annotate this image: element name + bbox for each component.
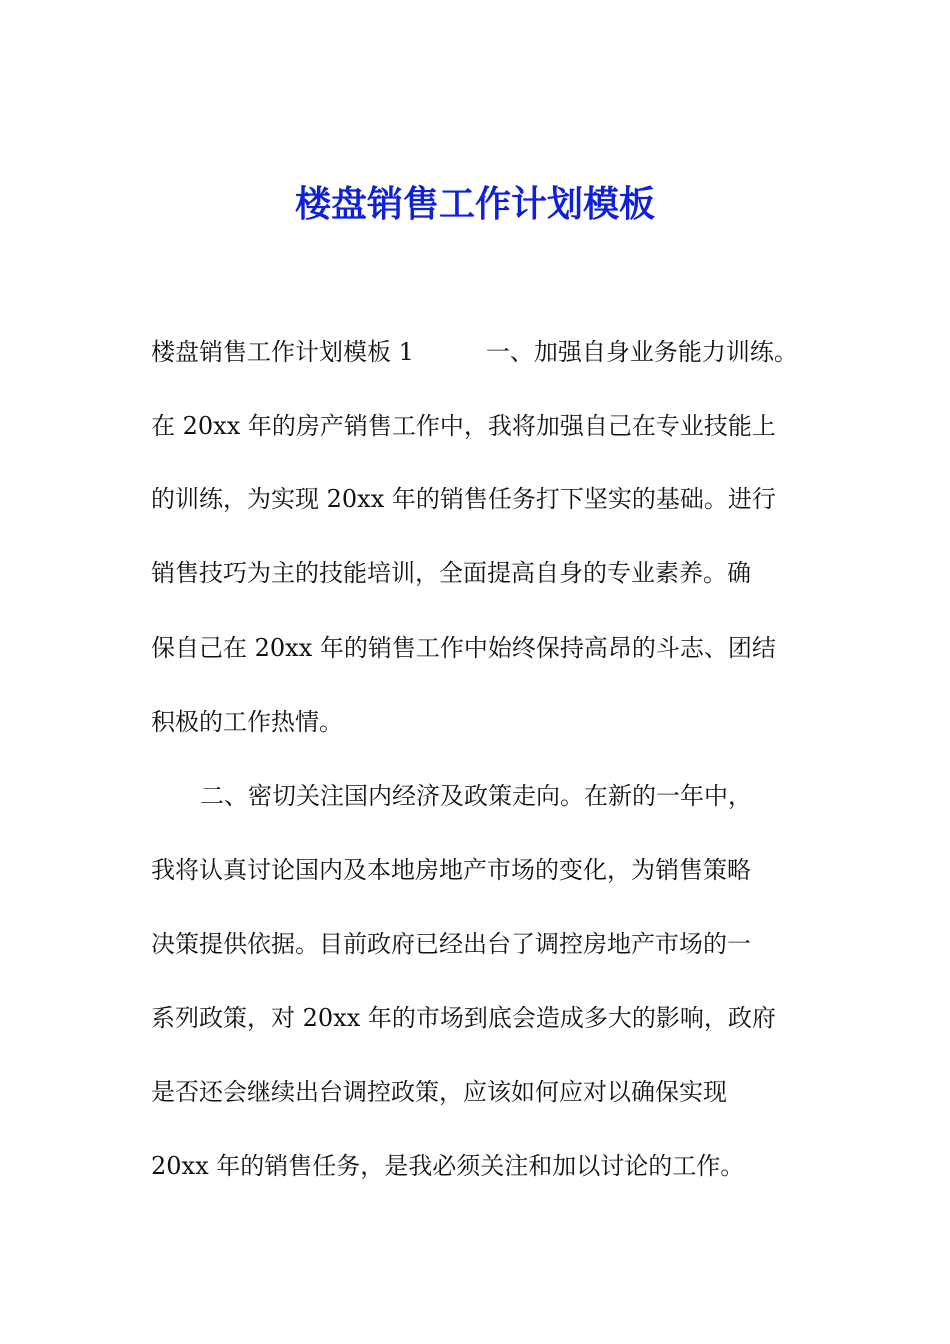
text-line-2: 在 20xx 年的房产销售工作中，我将加强自己在专业技能上 (151, 412, 776, 440)
text-line-11: 是否还会继续出台调控政策，应该如何应对以确保实现 (151, 1078, 727, 1106)
text-line-9: 决策提供依据。目前政府已经出台了调控房地产市场的一 (151, 930, 751, 958)
text-line-8: 我将认真讨论国内及本地房地产市场的变化，为销售策略 (151, 856, 751, 884)
text-line-4: 销售技巧为主的技能培训，全面提高自身的专业素养。确 (151, 559, 751, 587)
text-line-1: 楼盘销售工作计划模板 1 一、加强自身业务能力训练。 (151, 338, 798, 366)
document-title: 楼盘销售工作计划模板 (294, 183, 655, 225)
text-line-12: 20xx 年的销售任务，是我必须关注和加以讨论的工作。 (151, 1152, 745, 1180)
text-line-6: 积极的工作热情。 (151, 708, 343, 736)
text-line-5: 保自己在 20xx 年的销售工作中始终保持高昂的斗志、团结 (151, 634, 776, 662)
text-line-3: 的训练，为实现 20xx 年的销售任务打下坚实的基础。进行 (151, 485, 776, 513)
text-line-10: 系列政策，对 20xx 年的市场到底会造成多大的影响，政府 (151, 1004, 776, 1032)
text-line-7: 二、密切关注国内经济及政策走向。在新的一年中， (200, 782, 752, 810)
